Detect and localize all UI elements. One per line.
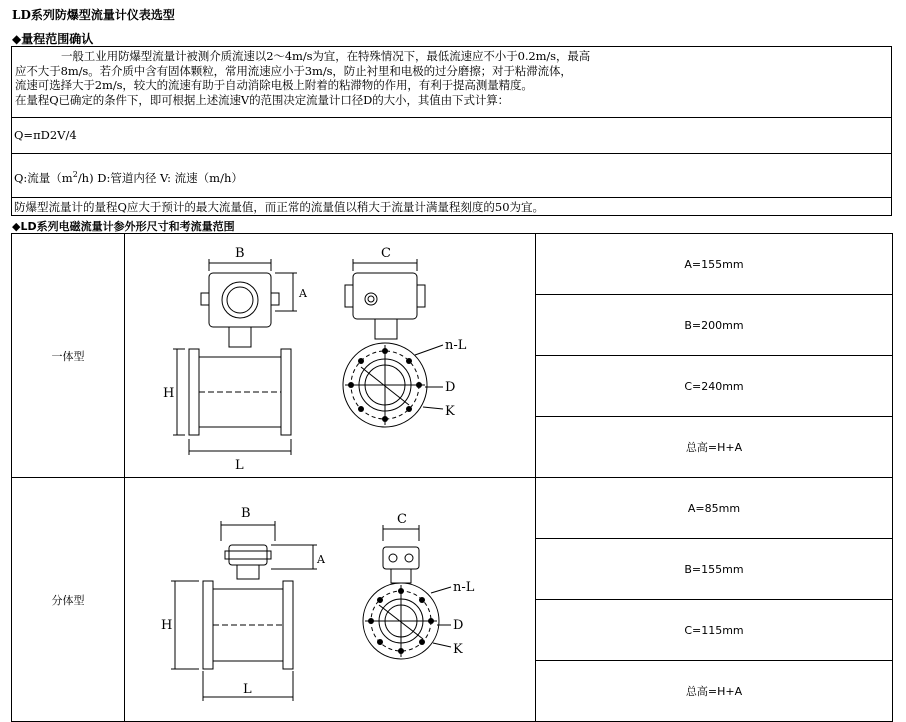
variables-text [14,170,243,186]
page-title: LD系列防爆型流量计仪表选型 [12,8,175,22]
dimension-value: C=115mm [536,600,893,661]
para-line: 应不大于8m/s。若介质中含有固体颗粒，常用流速应小于3m/s，防止衬里和电极的过分磨擦；对于粘滞流体， [15,63,572,78]
para-line: 在量程Q已确定的条件下，即可根据上述流速V的范围决定流量计口径D的大小，其值由下式计算： [15,92,510,107]
dim-label-h: H [161,617,173,633]
dimension-value: B=155mm [536,539,893,600]
dim-label-d: D [445,379,456,395]
variables-part: Q:流量（m [14,171,73,185]
dimension-value: 总高=H+A [536,417,893,478]
remote-flowmeter-drawing [125,481,534,719]
dimension-value: A=85mm [536,478,893,539]
dimension-value: A=155mm [536,234,893,295]
formula-box [11,118,892,154]
para-line: 流速可选择大于2m/s，较大的流速有助于自动消除电极上附着的粘滞物的作用，有利于提高测量精度。 [15,78,533,92]
dim-label-c: C [397,511,407,527]
drawing-remote [125,478,536,722]
range-paragraph [15,49,590,107]
dim-label-k: K [445,403,455,419]
dimension-table [11,233,893,722]
section-heading-range: ◆量程范围确认 [12,32,94,46]
type-label: 分体型 [12,478,125,722]
dim-label-d: D [453,617,464,633]
dimension-value: C=240mm [536,356,893,417]
dim-label-b: B [235,245,245,261]
variables-sup: 2 [72,170,78,180]
note-text: 防爆型流量计的量程Q应大于预计的最大流量值，而正常的流量值以稍大于流量计满量程刻度的50为宜。 [14,200,545,214]
dim-label-l: L [235,457,244,473]
formula-text: Q=πD2V/4 [14,128,77,142]
dimension-value: B=200mm [536,295,893,356]
range-paragraph-box [11,46,892,118]
dim-label-a: A [299,286,307,300]
dim-label-l: L [243,681,252,697]
dim-label-b: B [241,505,251,521]
dim-label-nl: n-L [445,337,467,353]
dim-label-k: K [453,641,463,657]
drawing-integrated [125,234,536,478]
dim-label-h: H [163,385,175,401]
dim-label-c: C [381,245,391,261]
variables-box [11,154,892,198]
variables-part: /h) D:管道内径 V: 流速（m/h） [77,171,243,185]
para-line: 一般工业用防爆型流量计被测介质流速以2～4m/s为宜，在特殊情况下，最低流速应不小于0.2m/s，最高 [61,49,591,63]
type-label: 一体型 [12,234,125,478]
note-box [11,198,892,216]
dim-label-a: A [317,552,325,566]
section-heading-dimensions: ◆LD系列电磁流量计参外形尺寸和考流量范围 [12,220,235,233]
integrated-flowmeter-drawing [125,237,534,475]
dim-label-nl: n-L [453,579,475,595]
dimension-value: 总高=H+A [536,661,893,722]
